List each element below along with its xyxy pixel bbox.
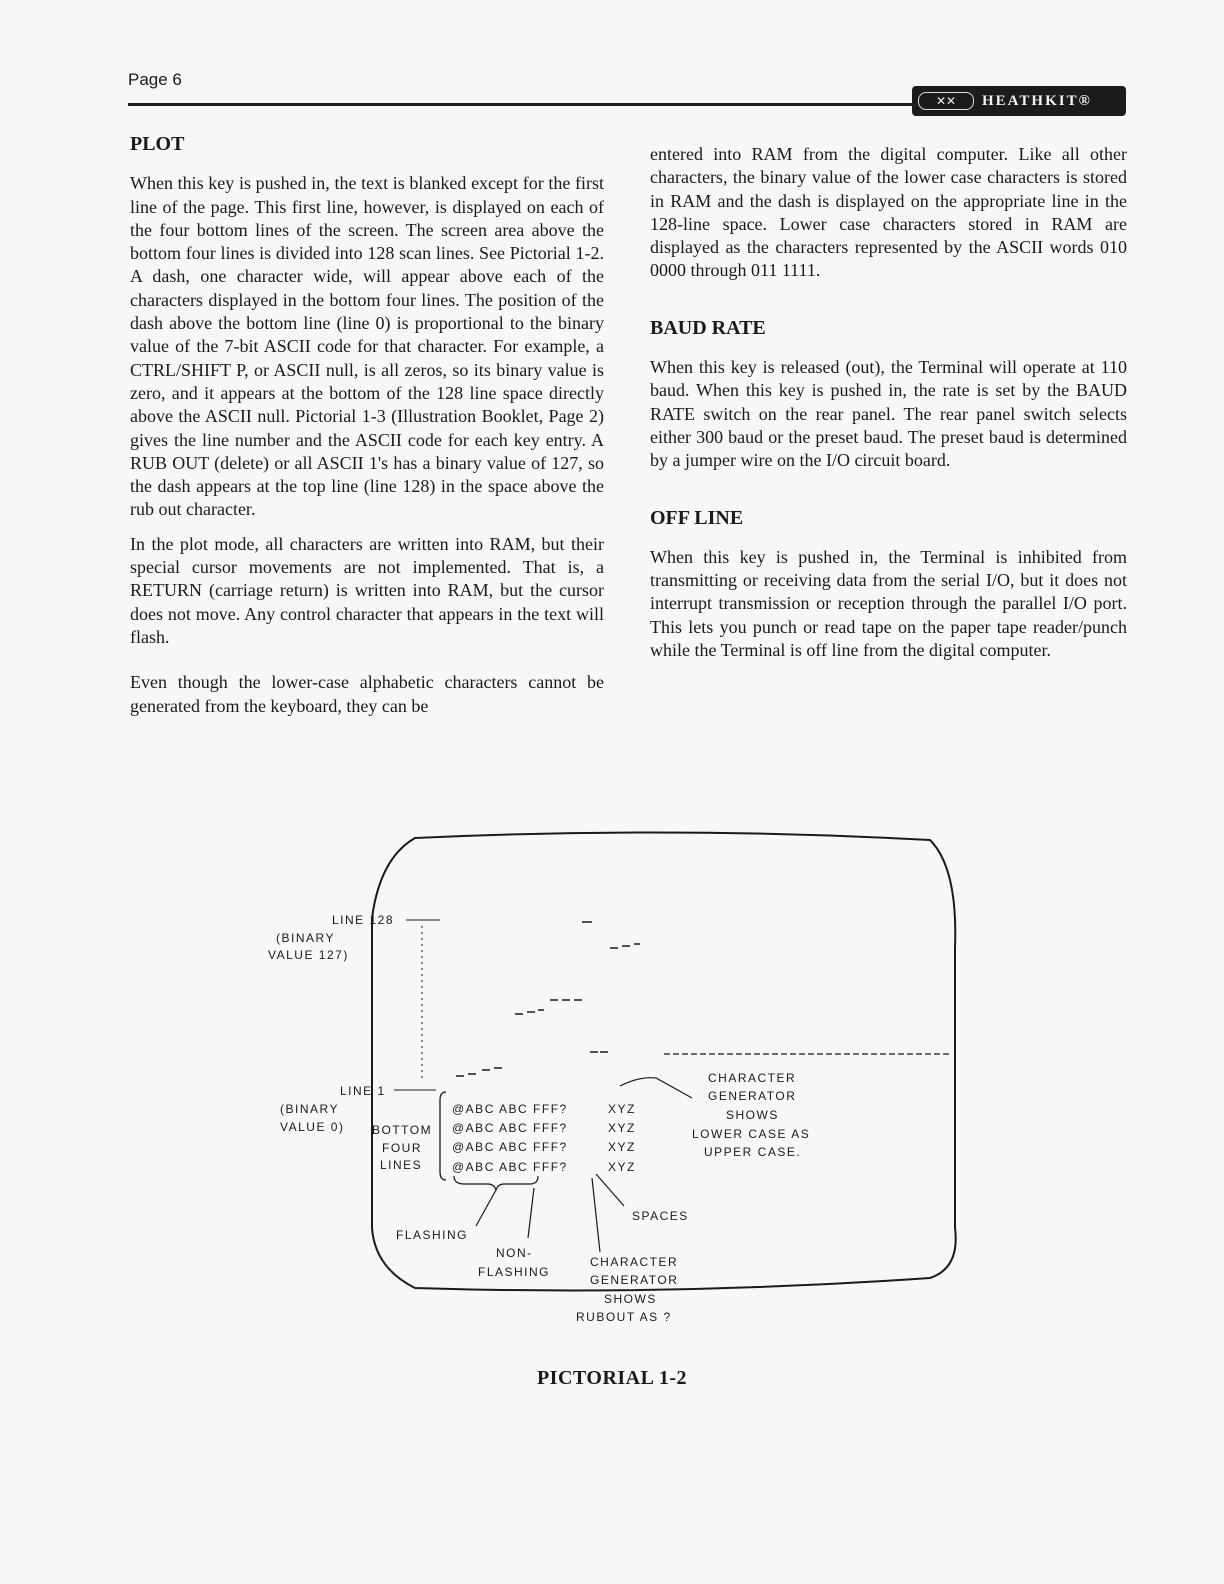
nonflash-line1: NON-: [496, 1246, 533, 1260]
bottom-bracket: [440, 1092, 446, 1180]
line1-label: LINE 1: [340, 1084, 386, 1098]
logo-emblem-icon: ✕✕: [918, 92, 974, 110]
spaces-label: SPACES: [632, 1209, 689, 1223]
right-column: [650, 143, 1127, 673]
binary127-label-a: (BINARY: [276, 931, 335, 945]
rubout-pointer: [592, 1178, 600, 1252]
line128-label: LINE 128: [332, 913, 395, 927]
xyz-row-1: XYZ: [608, 1102, 636, 1116]
plot-paragraph-1: When this key is pushed in, the text is blanked except for the first line of the page. This first line, however, is displayed on each of the four bottom lines of the screen. The screen area above the bottom four lines is divided into 128 scan lines. See Pictorial 1-2. A dash, one character wide, will appear above each of the characters displayed in the bottom four lines. The position of the dash above the bottom line (line 0) is proportional to the binary value of the 7-bit ASCII code for that character. For example, a CTRL/SHIFT P, or ASCII null, is all zeros, so its binary value is zero, and it appears at the bottom of the 128 line space directly above the ASCII null. Pictorial 1-3 (Illustration Booklet, Page 2) gives the line number and the ASCII code for each key entry. A RUB OUT (delete) or all ASCII 1's has a binary value of 127, so the dash appears at the top line (line 128) in the space above the rub out character.: [130, 173, 604, 520]
flashing-pointer: [476, 1190, 496, 1226]
bottom-label: BOTTOM: [372, 1123, 433, 1137]
char-row-1: @ABC ABC FFF?: [452, 1102, 568, 1116]
page-number: Page 6: [128, 70, 182, 89]
cg-rub-line2: GENERATOR: [590, 1273, 679, 1287]
four-label: FOUR: [382, 1141, 422, 1155]
off-line-paragraph: When this key is pushed in, the Terminal is inhibited from transmitting or receiving data from the serial I/O, but it does not interrupt transmission or reception through the parallel I/O port. This lets you punch or read tape on the paper tape reader/punch while the Terminal is off line from the digital computer.: [650, 546, 1127, 661]
xyz-row-2: XYZ: [608, 1121, 636, 1135]
cg-rub-line3: SHOWS: [604, 1292, 657, 1306]
baud-rate-paragraph: When this key is released (out), the Terminal will operate at 110 baud. When this key is pushed in, the rate is set by the BAUD RATE switch on the rear panel. The rear panel switch selects either 300 baud or the preset baud. The preset baud is determined by a jumper wire on the I/O circuit board.: [650, 357, 1127, 471]
pictorial-diagram: [240, 828, 1000, 1338]
binary0-label-b: VALUE 0): [280, 1120, 345, 1134]
cg-lower-line5: UPPER CASE.: [704, 1145, 802, 1159]
baud-rate-heading: BAUD RATE: [650, 316, 766, 339]
nonflashing-pointer: [528, 1188, 534, 1238]
cg-lower-line3: SHOWS: [726, 1108, 779, 1122]
header-rule: [128, 103, 918, 106]
left-column: [130, 133, 604, 729]
cg-lower-line2: GENERATOR: [708, 1089, 797, 1103]
flashing-label: FLASHING: [396, 1228, 469, 1242]
logo-text: HEATHKIT®: [982, 92, 1092, 109]
binary0-label-a: (BINARY: [280, 1102, 339, 1116]
heathkit-logo: [912, 86, 1126, 116]
lines-label: LINES: [380, 1158, 423, 1172]
cg-lower-line4: LOWER CASE AS: [692, 1127, 811, 1141]
plot-paragraph-2: In the plot mode, all characters are written into RAM, but their special cursor movements are not implemented. That is, a RETURN (carriage return) is written into RAM, but the cursor does not move. Any control character that appears in the text will flash.: [130, 533, 604, 647]
char-row-4: @ABC ABC FFF?: [452, 1160, 568, 1174]
plot-continuation: entered into RAM from the digital computer. Like all other characters, the binary value of the lower case characters is stored in RAM and the dash is displayed on the appropriate line in the 128-line space. Lower case characters stored in RAM are displayed as the characters represented by the ASCII words 010 0000 through 011 1111.: [650, 144, 1127, 281]
xyz-row-4: XYZ: [608, 1160, 636, 1174]
cg-rub-line4: RUBOUT AS ?: [576, 1310, 672, 1324]
lowercase-arrow: [620, 1078, 692, 1098]
spaces-pointer: [596, 1174, 624, 1206]
nonflash-line2: FLASHING: [478, 1265, 551, 1279]
figure-caption: PICTORIAL 1-2: [536, 1367, 688, 1389]
cg-rub-line1: CHARACTER: [590, 1255, 679, 1269]
off-line-heading: OFF LINE: [650, 506, 744, 529]
plot-heading: PLOT: [130, 133, 185, 155]
plot-dashes: [456, 922, 640, 1076]
char-row-2: @ABC ABC FFF?: [452, 1121, 568, 1135]
flashing-brace: [454, 1176, 538, 1190]
char-row-3: @ABC ABC FFF?: [452, 1140, 568, 1154]
cg-lower-line1: CHARACTER: [708, 1071, 797, 1085]
xyz-row-3: XYZ: [608, 1140, 636, 1154]
binary127-label-b: VALUE 127): [268, 948, 349, 962]
plot-paragraph-3: Even though the lower-case alphabetic characters cannot be generated from the keyboard, they can be: [130, 672, 604, 716]
